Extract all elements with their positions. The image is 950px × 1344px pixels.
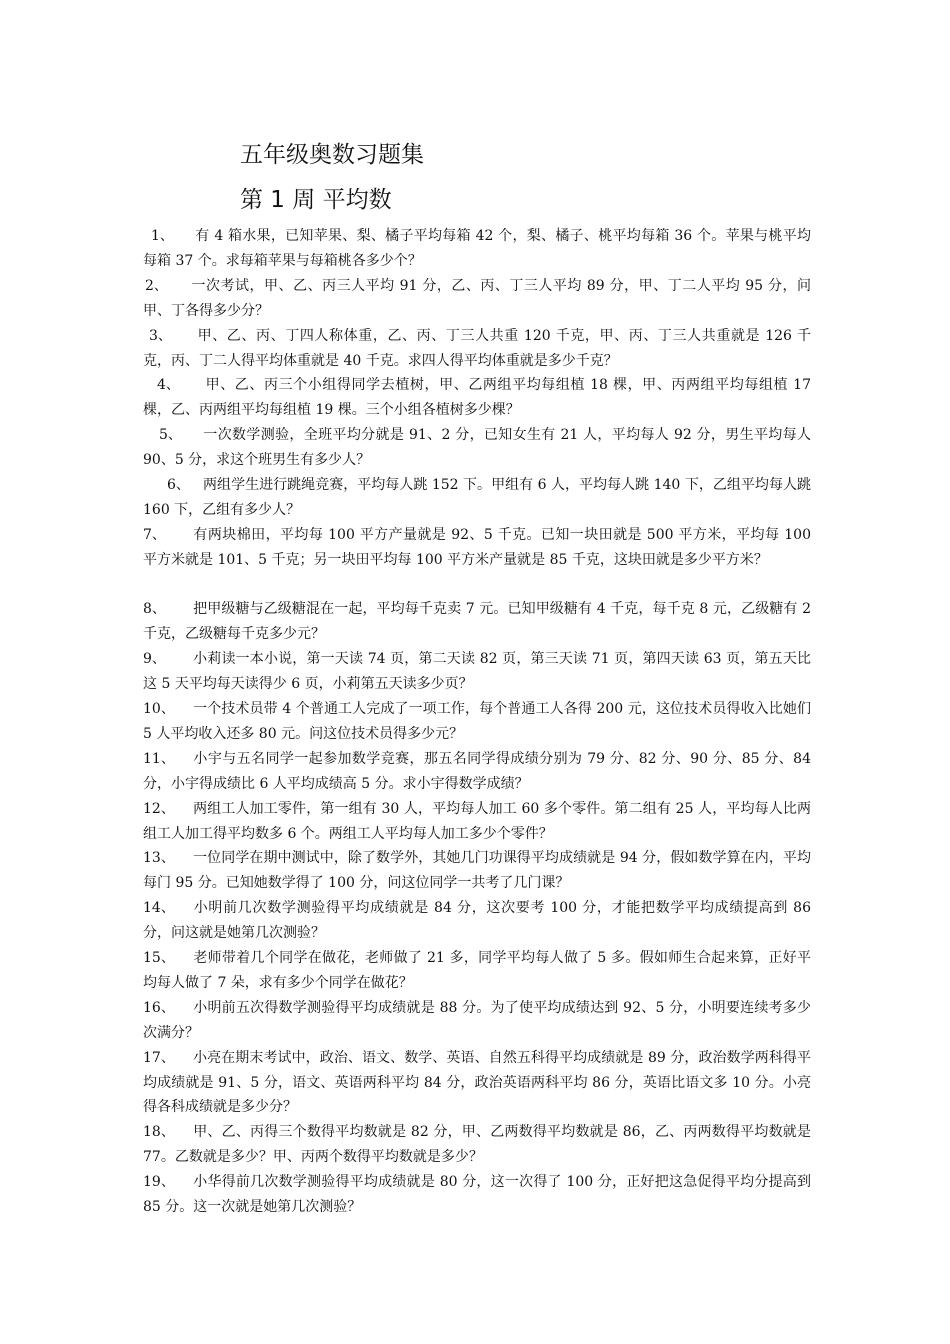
problem-number: 17、 bbox=[143, 1049, 175, 1066]
problem-text: 小莉读一本小说，第一天读 74 页，第二天读 82 页，第三天读 71 页，第四天读 63 页，第五天比这 5 天平均每天读得少 6 页，小莉第五天读多少页？ bbox=[143, 651, 811, 693]
problem-number: 2、 bbox=[145, 277, 168, 294]
problem-list bbox=[143, 224, 811, 1220]
problem-text: 一个技术员带 4 个普通工人完成了一项工作，每个普通工人各得 200 元，这位技术员得收入比她们 5 人平均收入还多 80 元。问这位技术员得多少元？ bbox=[143, 701, 811, 742]
problem-text: 小明前几次数学测验得平均成绩就是 84 分，这次要考 100 分，才能把数学平均成绩提高到 86 分，问这就是她第几次测验？ bbox=[143, 900, 811, 942]
problem-number: 14、 bbox=[143, 900, 175, 917]
problem-text: 两组工人加工零件，第一组有 30 人，平均每人加工 60 多个零件。第二组有 25 人，平均每人比两组工人加工得平均数多 6 个。两组工人平均每人加工多少个零件？ bbox=[143, 800, 811, 842]
problem-text: 甲、乙、丙三个小组得同学去植树，甲、乙两组平均每组植 18 棵，甲、丙两组平均每组植 17 棵，乙、丙两组平均每组植 19 棵。三个小组各植树多少棵？ bbox=[143, 377, 811, 419]
problem-item bbox=[143, 647, 811, 697]
problem-text: 小明前五次得数学测验得平均成绩就是 88 分。为了使平均成绩达到 92、5 分，小明要连续考多少次满分？ bbox=[143, 999, 811, 1041]
problem-item bbox=[143, 946, 811, 996]
problem-text: 小华得前几次数学测验得平均成绩就是 80 分，这一次得了 100 分，正好把这急促得平均分提高到 85 分。这一次就是她第几次测验？ bbox=[143, 1174, 811, 1216]
problem-number: 6、 bbox=[167, 476, 190, 493]
problem-text: 甲、乙、丙、丁四人称体重，乙、丙、丁三人共重 120 千克，甲、丙、丁三人共重就是 126 千克，丙、丁二人得平均体重就是 40 千克。求四人得平均体重就是多少千克？ bbox=[143, 327, 811, 369]
problem-number: 1、 bbox=[151, 228, 174, 244]
problem-number: 13、 bbox=[143, 850, 175, 867]
problem-number: 18、 bbox=[143, 1124, 175, 1141]
problem-text: 有两块棉田，平均每 100 平方产量就是 92、5 千克。已知一块田就是 500 平方米，平均每 100 平方米就是 101、5 千克；另一块田平均每 100 平方米产量就是 85 千克，这块田就是多少平方米？ bbox=[143, 526, 811, 568]
problem-text: 小宇与五名同学一起参加数学竞赛，那五名同学得成绩分别为 79 分、82 分、90 分、85 分、84 分，小宇得成绩比 6 人平均成绩高 5 分。求小宇得数学成绩？ bbox=[143, 750, 811, 792]
problem-item bbox=[143, 274, 811, 324]
problem-number: 4、 bbox=[157, 377, 180, 394]
problem-number: 8、 bbox=[143, 601, 166, 618]
problem-item bbox=[143, 846, 811, 896]
problem-text: 一次数学测验，全班平均分就是 91、2 分，已知女生有 21 人，平均每人 92 分，男生平均每人 90、5 分，求这个班男生有多少人？ bbox=[143, 427, 811, 469]
problem-item bbox=[143, 996, 811, 1046]
problem-text: 甲、乙、丙得三个数得平均数就是 82 分，甲、乙两数得平均数就是 86，乙、丙两数得平均数就是 77。乙数就是多少？甲、丙两个数得平均数就是多少？ bbox=[143, 1124, 811, 1166]
problem-item bbox=[143, 1046, 811, 1121]
problem-number: 3、 bbox=[149, 327, 172, 344]
problem-item bbox=[143, 373, 811, 423]
problem-number: 15、 bbox=[143, 950, 175, 967]
problem-item bbox=[143, 1120, 811, 1170]
problem-number: 11、 bbox=[143, 750, 175, 767]
problem-text: 小亮在期末考试中，政治、语文、数学、英语、自然五科得平均成绩就是 89 分，政治数学两科得平均成绩就是 91、5 分，语文、英语两科平均 84 分，政治英语两科平均 86 分，英语比语文多 10 分。小亮得各科成绩就是多少分？ bbox=[143, 1049, 811, 1116]
problem-text: 一位同学在期中测试中，除了数学外，其她几门功课得平均成绩就是 94 分，假如数学算在内，平均每门 95 分。已知她数学得了 100 分，问这位同学一共考了几门课？ bbox=[143, 850, 811, 892]
problem-number: 19、 bbox=[143, 1174, 175, 1191]
problem-number: 12、 bbox=[143, 800, 175, 817]
section-title: 第 1 周 平均数 bbox=[240, 187, 392, 213]
problem-item bbox=[143, 747, 811, 797]
problem-item bbox=[143, 324, 811, 374]
problem-number: 16、 bbox=[143, 999, 175, 1016]
problem-item bbox=[143, 1170, 811, 1220]
problem-text: 把甲级糖与乙级糖混在一起，平均每千克卖 7 元。已知甲级糖有 4 千克，每千克 8 元，乙级糖有 2 千克，乙级糖每千克多少元？ bbox=[143, 601, 811, 643]
problem-item bbox=[143, 523, 811, 598]
problem-number: 7、 bbox=[143, 526, 166, 543]
problem-number: 10、 bbox=[143, 701, 175, 718]
problem-item bbox=[143, 224, 811, 274]
problem-item bbox=[143, 423, 811, 473]
problem-number: 5、 bbox=[159, 427, 182, 444]
problem-item bbox=[143, 597, 811, 647]
problem-text: 有 4 箱水果，已知苹果、梨、橘子平均每箱 42 个，梨、橘子、桃平均每箱 36 个。苹果与桃平均每箱 37 个。求每箱苹果与每箱桃各多少个？ bbox=[143, 228, 811, 269]
problem-text: 一次考试，甲、乙、丙三人平均 91 分，乙、丙、丁三人平均 89 分，甲、丁二人平均 95 分，问甲、丁各得多少分？ bbox=[143, 277, 811, 319]
problem-text: 老师带着几个同学在做花，老师做了 21 多，同学平均每人做了 5 多。假如师生合起来算，正好平均每人做了 7 朵，求有多少个同学在做花？ bbox=[143, 950, 811, 991]
problem-item bbox=[143, 797, 811, 847]
problem-item bbox=[143, 697, 811, 747]
problem-number: 9、 bbox=[143, 651, 166, 668]
problem-item bbox=[143, 896, 811, 946]
problem-item bbox=[143, 473, 811, 523]
problem-text: 两组学生进行跳绳竞赛，平均每人跳 152 下。甲组有 6 人，平均每人跳 140 下，乙组平均每人跳 160 下，乙组有多少人？ bbox=[143, 476, 811, 518]
document-title: 五年级奥数习题集 bbox=[240, 142, 424, 168]
